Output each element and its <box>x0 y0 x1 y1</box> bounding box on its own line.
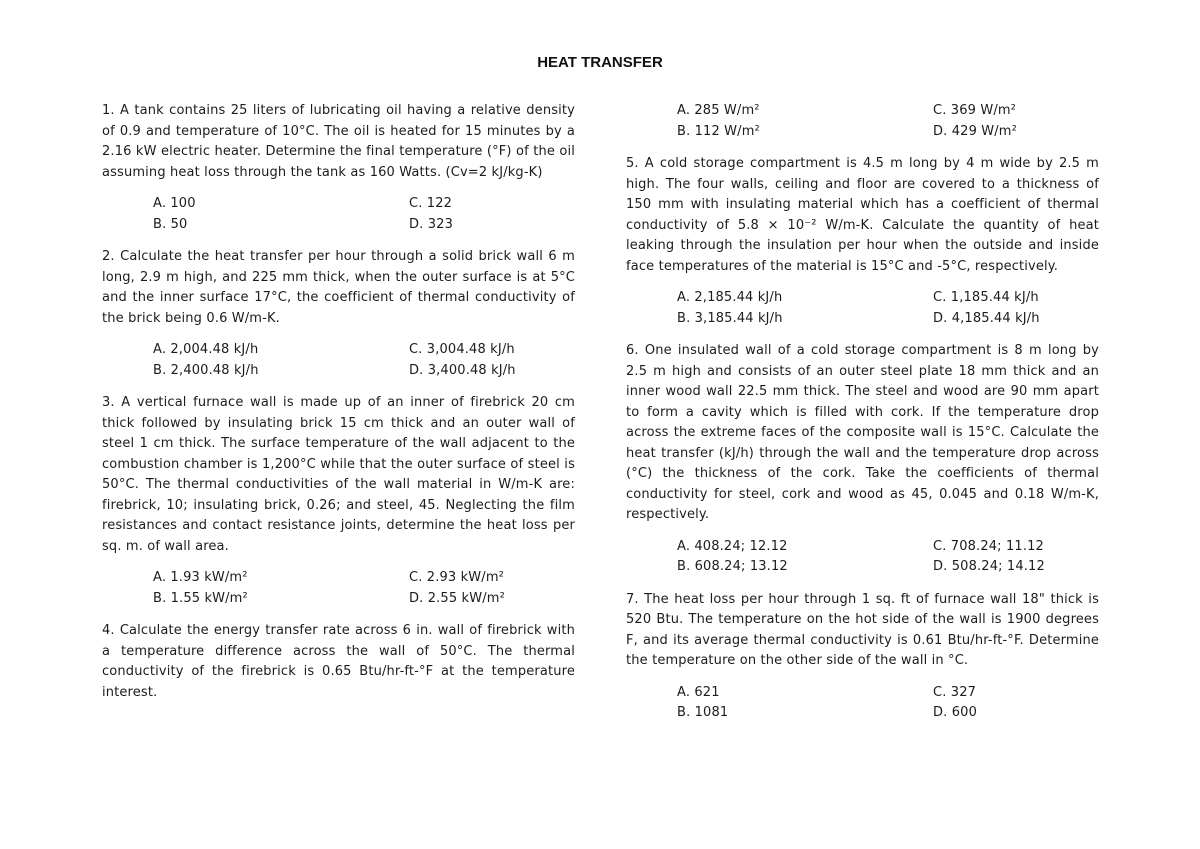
choice-d: D. 2.55 kW/m² <box>409 590 505 606</box>
choice-c: C. 1,185.44 kJ/h <box>933 290 1039 305</box>
question-7: 7. The heat loss per hour through 1 sq. ft of furnace wall 18" thick is 520 Btu. The temperature on the hot side of the wall is 1900 degrees F, and its average thermal conductivity is 0.61 Btu/hr-ft-°F. Determine the temperature on the other side of the wall in °C. <box>626 591 1099 668</box>
choice-b: B. 3,185.44 kJ/h <box>677 310 783 326</box>
choice-c: C. 122 <box>409 196 453 211</box>
choice-c: C. 708.24; 11.12 <box>933 538 1044 554</box>
choice-b: B. 50 <box>153 216 188 232</box>
choice-d: D. 429 W/m² <box>933 123 1017 139</box>
choice-b: B. 1081 <box>677 705 729 720</box>
choice-a: A. 2,185.44 kJ/h <box>677 290 783 305</box>
question-5-choices <box>677 288 1099 329</box>
choice-a: A. 1.93 kW/m² <box>153 570 248 585</box>
choice-d: D. 4,185.44 kJ/h <box>933 310 1040 326</box>
choice-d: D. 508.24; 14.12 <box>933 559 1045 574</box>
question-7-choices <box>677 683 1099 724</box>
question-4: 4. Calculate the energy transfer rate across 6 in. wall of firebrick with a temperature difference across the wall of 50°C. The thermal conductivity of the firebrick is 0.65 Btu/hr-ft-°F at the temperature interest. <box>102 623 575 700</box>
question-1: 1. A tank contains 25 liters of lubricating oil having a relative density of 0.9 and temperature of 10°C. The oil is heated for 15 minutes by a 2.16 kW electric heater. Determine the final temperature (°F) of the oil assuming heat loss through the tank as 160 Watts. (Cv=2 kJ/kg-K) <box>102 103 575 180</box>
choice-b: B. 112 W/m² <box>677 123 760 139</box>
question-3-choices <box>153 568 575 609</box>
right-column <box>626 101 1099 736</box>
choice-b: B. 608.24; 13.12 <box>677 559 788 574</box>
question-5: 5. A cold storage compartment is 4.5 m long by 4 m wide by 2.5 m high. The four walls, ceiling and floor are covered to a thickness of 150 mm with insulating material which has a coefficient of thermal conductivity of 5.8 × 10⁻² W/m-K. Calculate the quantity of heat leaking through the insulation per hour when the outside and inside face temperatures of the material is 15°C and -5°C, respectively. <box>626 156 1099 274</box>
page-title: HEAT TRANSFER <box>537 54 663 71</box>
choice-c: C. 3,004.48 kJ/h <box>409 342 515 357</box>
choice-d: D. 3,400.48 kJ/h <box>409 362 516 378</box>
choice-b: B. 2,400.48 kJ/h <box>153 362 259 378</box>
question-3: 3. A vertical furnace wall is made up of an inner of firebrick 20 cm thick followed by insulating brick 15 cm thick and an outer wall of steel 1 cm thick. The surface temperature of the wall adjacent to the combustion chamber is 1,200°C while that the outer surface of steel is 50°C. The thermal conductivities of the wall material in W/m-K are: firebrick, 10; insulating brick, 0.26; and steel, 45. Neglecting the film resistances and contact resistance joints, determine the heat loss per sq. m. of wall area. <box>102 395 575 554</box>
choice-d: D. 323 <box>409 216 453 232</box>
question-6-choices <box>677 537 1099 578</box>
question-6: 6. One insulated wall of a cold storage compartment is 8 m long by 2.5 m high and consists of an outer steel plate 18 mm thick and an inner wood wall 22.5 mm thick. The steel and wood are 90 mm apart to form a cavity which is filled with cork. If the temperature drop across the extreme faces of the composite wall is 15°C. Calculate the heat transfer (kJ/h) through the wall and the temperature drop across (°C) the thickness of the cork. Take the coefficients of thermal conductivity for steel, cork and wood as 45, 0.045 and 0.18 W/m-K, respectively. <box>626 343 1099 522</box>
choice-c: C. 369 W/m² <box>933 103 1017 118</box>
choice-a: A. 2,004.48 kJ/h <box>153 342 259 357</box>
choice-a: A. 100 <box>153 196 196 211</box>
choice-c: C. 2.93 kW/m² <box>409 570 505 585</box>
question-2-choices <box>153 340 575 381</box>
choice-d: D. 600 <box>933 705 977 720</box>
question-4-choices <box>677 101 1099 142</box>
question-1-choices <box>153 194 575 235</box>
choice-c: C. 327 <box>933 684 977 700</box>
choice-a: A. 621 <box>677 684 720 700</box>
choice-a: A. 408.24; 12.12 <box>677 538 788 554</box>
question-2: 2. Calculate the heat transfer per hour through a solid brick wall 6 m long, 2.9 m high, and 225 mm thick, when the outer surface is at 5°C and the inner surface 17°C, the coefficient of thermal conductivity of the brick being 0.6 W/m-K. <box>102 249 575 326</box>
choice-b: B. 1.55 kW/m² <box>153 590 248 606</box>
choice-a: A. 285 W/m² <box>677 103 760 118</box>
left-column <box>102 101 575 703</box>
